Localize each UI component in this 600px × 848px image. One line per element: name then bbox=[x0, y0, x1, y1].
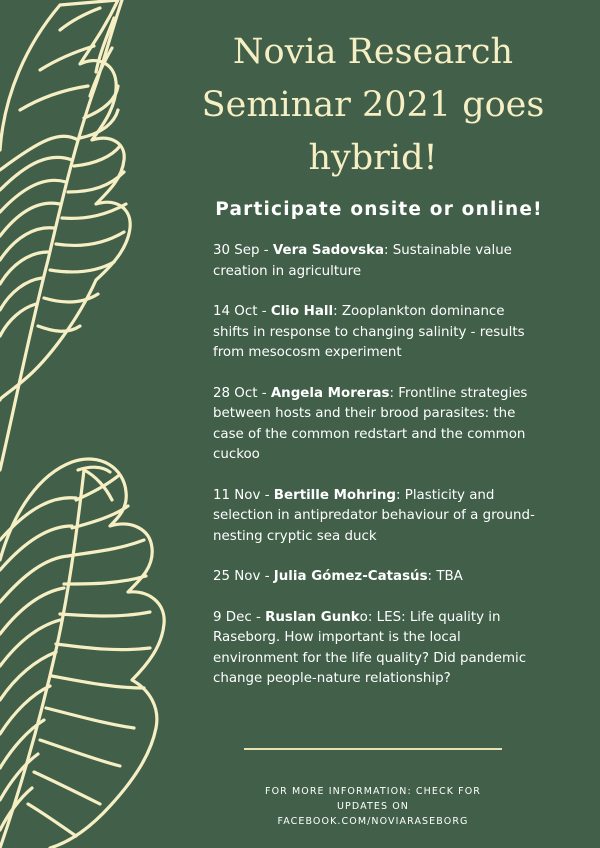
top-leaf-outline bbox=[0, 0, 130, 400]
speaker-name: Julia Gómez-Catasús bbox=[273, 569, 428, 584]
seminar-item: 28 Oct - Angela Moreras: Frontline strategies between hosts and their brood parasites: the case of the common redstart and the common cuckoo bbox=[213, 385, 528, 462]
poster-subtitle: Participate onsite or online! bbox=[215, 199, 543, 220]
seminar-list bbox=[213, 241, 543, 710]
speaker-name: Ruslan Gunk bbox=[265, 609, 360, 625]
seminar-item: 30 Sep - Vera Sadovska: Sustainable value creation in agriculture bbox=[213, 243, 512, 279]
seminar-item: 9 Dec - Ruslan Gunko: LES: Life quality in Raseborg. How important is the local environment for the life quality? Did pandemic change people-nature relationship? bbox=[213, 609, 527, 686]
poster-title: Novia Research Seminar 2021 goes hybrid! bbox=[201, 32, 545, 178]
divider bbox=[244, 748, 502, 750]
speaker-name: Bertille Mohring bbox=[273, 487, 396, 503]
seminar-item: 25 Nov - Julia Gómez-Catasús: TBA bbox=[213, 569, 463, 584]
speaker-name: Clio Hall bbox=[270, 304, 334, 319]
facebook-link[interactable]: FACEBOOK.COM/NOVIARASEBORG bbox=[277, 816, 469, 827]
speaker-name: Vera Sadovska bbox=[272, 243, 385, 258]
seminar-item: 14 Oct - Clio Hall: Zooplankton dominance shifts in response to changing salinity - results from mesocosm experiment bbox=[213, 304, 525, 360]
speaker-name: Angela Moreras bbox=[270, 385, 390, 401]
footer-info bbox=[240, 784, 506, 829]
seminar-item: 11 Nov - Bertille Mohring: Plasticity and selection in antipredator behaviour of a ground-nesting cryptic sea duck bbox=[213, 487, 535, 544]
footer-text: FOR MORE INFORMATION: CHECK FOR UPDATES ON bbox=[265, 786, 481, 812]
